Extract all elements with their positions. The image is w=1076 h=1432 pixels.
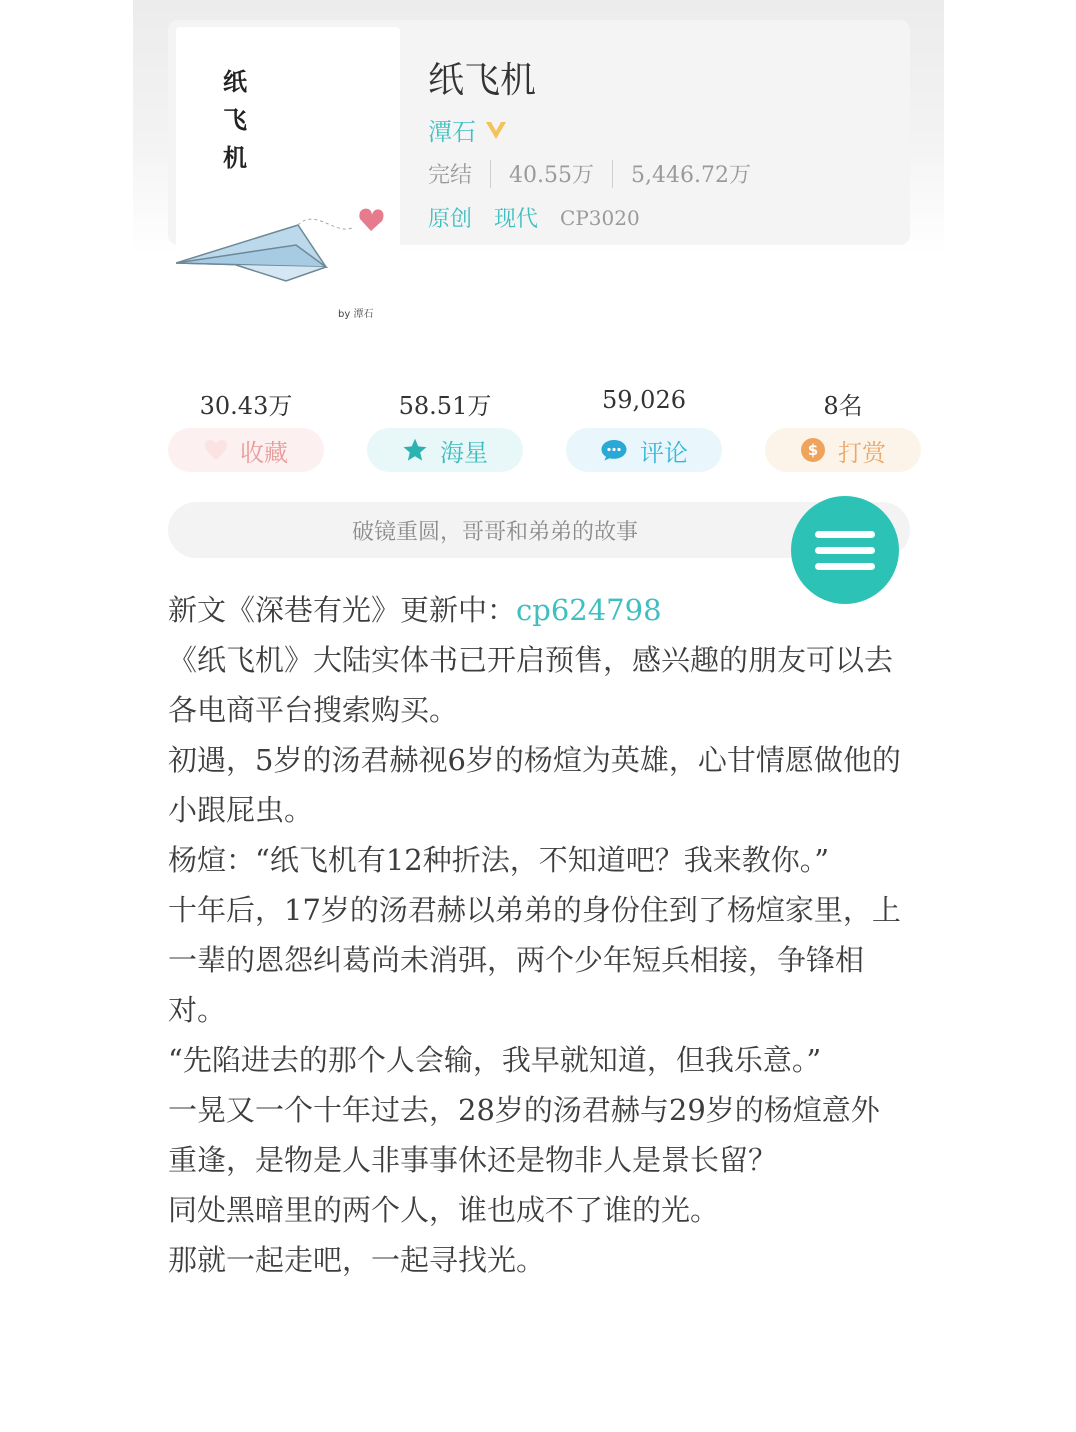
stat-tip (765, 386, 921, 472)
description-paragraph: 杨煊：“纸飞机有12种折法，不知道吧？我来教你。” (168, 843, 830, 877)
stat-starfish (367, 386, 523, 472)
tag-original[interactable]: 原创 (428, 207, 473, 232)
heart-icon (204, 439, 228, 461)
cover-author: by 潭石 (338, 309, 374, 320)
book-description (168, 585, 908, 1285)
author-link[interactable] (428, 112, 508, 147)
starfish-count: 58.51万 (398, 392, 492, 420)
comment-icon (600, 438, 628, 462)
divider (612, 160, 613, 188)
new-work-text: 新文《深巷有光》更新中： (168, 593, 517, 627)
stat-comment (566, 386, 722, 472)
tag-row (428, 202, 640, 233)
description-paragraph: 十年后，17岁的汤君赫以弟弟的身份住到了杨煊家里，上一辈的恩怨纠葛尚未消弭，两个少年短兵相接，争锋相对。 (168, 893, 901, 1027)
new-work-notice (168, 585, 908, 635)
menu-line (815, 531, 875, 538)
tip-count: 8名 (823, 392, 863, 420)
book-cover[interactable] (176, 27, 400, 327)
cover-title-char: 飞 (223, 106, 247, 134)
comment-button[interactable] (566, 428, 722, 472)
cover-title-char: 纸 (223, 68, 247, 96)
summary-text: 破镜重圆，哥哥和弟弟的故事 (351, 519, 638, 545)
coin-icon (800, 437, 826, 463)
description-paragraph: 《纸飞机》大陆实体书已开启预售，感兴趣的朋友可以去各电商平台搜索购买。 (168, 643, 894, 727)
paper-plane-illustration (176, 197, 400, 307)
stat-favorite (168, 386, 324, 472)
status-text: 完结 (428, 163, 473, 188)
new-work-link[interactable]: cp624798 (516, 593, 662, 627)
vip-heart-icon (484, 119, 508, 141)
cover-title-char: 机 (223, 144, 247, 172)
description-paragraph: 那就一起走吧，一起寻找光。 (168, 1243, 546, 1277)
tip-label: 打赏 (838, 438, 886, 467)
starfish-label: 海星 (440, 438, 488, 467)
description-paragraph: 初遇，5岁的汤君赫视6岁的杨煊为英雄，心甘情愿做他的小跟屁虫。 (168, 743, 901, 827)
book-title: 纸飞机 (428, 60, 537, 101)
favorite-count: 30.43万 (199, 392, 293, 420)
divider (490, 160, 491, 188)
author-name: 潭石 (428, 118, 476, 146)
star-icon (402, 437, 428, 463)
tag-modern[interactable]: 现代 (494, 207, 539, 232)
description-paragraph: 一晃又一个十年过去，28岁的汤君赫与29岁的杨煊意外重逢，是物是人非事事休还是物非人是景长留？ (168, 1093, 880, 1177)
word-count: 40.55万 (509, 163, 594, 188)
menu-line (815, 563, 875, 570)
click-count: 5,446.72万 (631, 163, 751, 188)
comment-label: 评论 (640, 438, 688, 467)
comment-count: 59,026 (602, 386, 686, 414)
description-paragraph: 同处黑暗里的两个人，谁也成不了谁的光。 (168, 1193, 720, 1227)
book-meta (428, 158, 751, 189)
tip-button[interactable] (765, 428, 921, 472)
cover-title (220, 63, 250, 177)
stats-row (168, 386, 924, 476)
description-paragraph: “先陷进去的那个人会输，我早就知道，但我乐意。” (168, 1043, 822, 1077)
favorite-label: 收藏 (240, 438, 288, 467)
menu-line (815, 547, 875, 554)
book-code: CP3020 (560, 205, 640, 230)
favorite-button[interactable] (168, 428, 324, 472)
starfish-button[interactable] (367, 428, 523, 472)
svg-text:$: $ (807, 441, 819, 459)
